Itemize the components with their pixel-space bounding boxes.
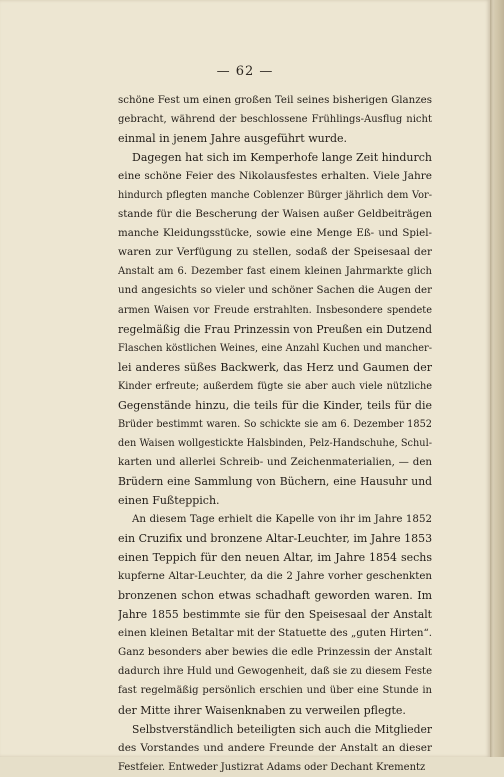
page-text (118, 91, 432, 777)
text-line: den Waisen wollgestickte Halsbinden, Pelz-Handschuhe, Schul- (118, 437, 432, 449)
page-edge (490, 0, 504, 757)
text-line: waren zur Verfügung zu stellen, sodaß der Speisesaal der (118, 246, 432, 259)
text-line: stande für die Bescherung der Waisen außer Geldbeiträgen (118, 208, 432, 221)
text-line: armen Waisen vor Freude erstrahlten. Insbesondere spendete (118, 304, 432, 316)
text-line: Brüder bestimmt waren. So schickte sie am 6. Dezember 1852 (118, 418, 432, 430)
text-line: regelmäßig die Frau Prinzessin von Preußen ein Dutzend (118, 322, 432, 336)
text-line: einmal in jenem Jahre ausgeführt wurde. (118, 132, 348, 146)
text-line: einen Teppich für den neuen Altar, im Jahre 1854 sechs (118, 551, 432, 565)
text-line: karten und allerlei Schreib- und Zeichenmaterialien, — den (118, 455, 432, 468)
text-line: Ganz besonders aber bewies die edle Prinzessin der Anstalt (118, 646, 432, 659)
text-line: ein Cruzifix und bronzene Altar-Leuchter, im Jahre 1853 (118, 532, 432, 546)
text-line: Selbstverständlich beteiligten sich auch die Mitglieder (132, 722, 432, 736)
text-line: lei anderes süßes Backwerk, das Herz und Gaumen der (118, 360, 432, 374)
text-line: dadurch ihre Huld und Gewogenheit, daß sie zu diesem Feste (118, 666, 432, 678)
text-line: An diesem Tage erhielt die Kapelle von ihr im Jahre 1852 (132, 513, 432, 526)
text-line: gebracht, während der beschlossene Frühlings-Ausflug nicht (118, 114, 432, 126)
text-line: eine schöne Feier des Nikolausfestes erhalten. Viele Jahre (118, 170, 432, 183)
text-line: manche Kleidungsstücke, sowie eine Menge Eß- und Spiel- (118, 227, 432, 240)
text-line: kupferne Altar-Leuchter, da die 2 Jahre vorher geschenkten (118, 570, 432, 583)
text-line: einen Fußteppich. (118, 493, 220, 507)
text-line: Kinder erfreute; außerdem fügte sie aber auch viele nützliche (118, 380, 432, 392)
text-line: Jahre 1855 bestimmte sie für den Speisesaal der Anstalt (118, 608, 432, 622)
text-line: Anstalt am 6. Dezember fast einem kleinen Jahrmarkte glich (118, 266, 432, 278)
text-line: einen kleinen Betaltar mit der Statuette des „guten Hirten“. (118, 627, 432, 640)
text-line: der Mitte ihrer Waisenknaben zu verweilen pflegte. (118, 703, 406, 717)
page-number: — 62 — (216, 64, 274, 79)
text-line: Dagegen hat sich im Kemperhofe lange Zeit hindurch (132, 151, 432, 165)
text-line: bronzenen schon etwas schadhaft geworden waren. Im (118, 589, 432, 603)
text-line: Brüdern eine Sammlung von Büchern, eine Hausuhr und (118, 474, 432, 488)
text-line: Festfeier. Entweder Justizrat Adams oder Dechant Krementz (118, 761, 426, 773)
text-line: des Vorstandes und andere Freunde der Anstalt an dieser (118, 741, 432, 754)
text-line: schöne Fest um einen großen Teil seines bisherigen Glanzes (118, 94, 432, 106)
text-line: Gegenstände hinzu, die teils für die Kinder, teils für die (118, 398, 432, 412)
text-line: fast regelmäßig persönlich erschien und über eine Stunde in (118, 685, 432, 697)
text-line: und angesichts so vieler und schöner Sachen die Augen der (118, 284, 432, 297)
text-line: Flaschen köstlichen Weines, eine Anzahl Kuchen und mancher- (118, 342, 432, 354)
text-line: hindurch pflegten manche Coblenzer Bürger jährlich dem Vor- (118, 190, 432, 202)
